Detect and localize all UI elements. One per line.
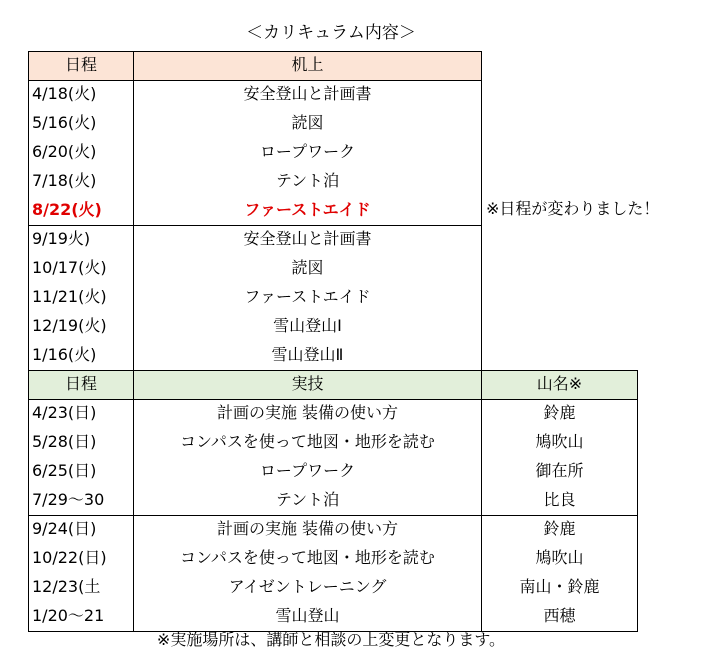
practice-row-task: アイゼントレーニング xyxy=(228,577,387,596)
table-border xyxy=(28,399,638,400)
desk-row-task: ファーストエイド xyxy=(244,200,371,219)
practice-header-mountain: 山名※ xyxy=(536,374,583,393)
desk-row-date: 5/16(火) xyxy=(32,113,97,132)
practice-row-date: 1/20〜21 xyxy=(32,606,105,625)
desk-row-task: ロープワーク xyxy=(259,142,356,161)
table-border xyxy=(133,370,134,631)
practice-row-task: コンパスを使って地図・地形を読む xyxy=(180,548,435,567)
practice-row-date: 9/24(日) xyxy=(32,519,97,538)
practice-row-mountain: 御在所 xyxy=(535,461,584,480)
practice-row-task: コンパスを使って地図・地形を読む xyxy=(180,432,435,451)
desk-row-date: 1/16(火) xyxy=(32,345,97,364)
desk-row-task: 安全登山と計画書 xyxy=(243,229,372,248)
desk-row-task: 雪山登山Ⅱ xyxy=(271,345,344,364)
desk-header-task: 机上 xyxy=(291,55,324,74)
desk-row-date: 11/21(火) xyxy=(32,287,107,306)
desk-row-date: 8/22(火) xyxy=(32,200,102,219)
footer-note: ※実施場所は、講師と相談の上変更となります。 xyxy=(156,630,506,649)
table-border xyxy=(28,225,482,226)
practice-row-mountain: 鈴鹿 xyxy=(543,403,576,422)
table-border xyxy=(28,370,638,371)
table-border xyxy=(481,51,482,370)
table-border xyxy=(481,370,482,631)
table-border xyxy=(637,370,638,632)
practice-row-date: 6/25(日) xyxy=(32,461,97,480)
practice-row-task: 雪山登山 xyxy=(275,606,340,625)
table-border xyxy=(28,515,638,516)
practice-row-task: 計画の実施 装備の使い方 xyxy=(216,403,399,422)
practice-row-task: 計画の実施 装備の使い方 xyxy=(216,519,399,538)
desk-row-task: ファーストエイド xyxy=(244,287,371,306)
desk-row-task: 安全登山と計画書 xyxy=(243,84,372,103)
desk-row-date: 10/17(火) xyxy=(32,258,107,277)
practice-row-mountain: 西穂 xyxy=(543,606,576,625)
change-note: ※日程が変わりました！ xyxy=(486,199,660,218)
practice-row-date: 7/29〜30 xyxy=(32,490,105,509)
table-border xyxy=(133,51,134,81)
desk-row-date: 9/19火) xyxy=(32,229,91,248)
practice-row-mountain: 鳩吹山 xyxy=(535,432,584,451)
desk-row-date: 4/18(火) xyxy=(32,84,97,103)
page-title: ＜カリキュラム内容＞ xyxy=(246,23,416,43)
desk-row-date: 12/19(火) xyxy=(32,316,107,335)
practice-row-mountain: 鳩吹山 xyxy=(535,548,584,567)
desk-row-task: 読図 xyxy=(291,113,324,132)
desk-row-task: テント泊 xyxy=(275,171,340,190)
desk-header-date: 日程 xyxy=(64,55,97,74)
practice-row-date: 4/23(日) xyxy=(32,403,97,422)
practice-row-date: 10/22(日) xyxy=(32,548,107,567)
table-border xyxy=(28,370,29,631)
practice-header-date: 日程 xyxy=(64,374,97,393)
desk-row-task: 雪山登山Ⅰ xyxy=(273,316,342,335)
desk-row-date: 7/18(火) xyxy=(32,171,97,190)
desk-row-date: 6/20(火) xyxy=(32,142,97,161)
practice-row-mountain: 比良 xyxy=(543,490,576,509)
table-border xyxy=(133,80,134,370)
table-border xyxy=(28,80,482,81)
desk-row-task: 読図 xyxy=(291,258,324,277)
practice-row-task: ロープワーク xyxy=(259,461,356,480)
practice-row-mountain: 南山・鈴鹿 xyxy=(519,577,600,596)
table-border xyxy=(28,51,482,52)
table-border xyxy=(28,51,29,370)
practice-row-date: 12/23(土 xyxy=(32,577,101,596)
practice-row-mountain: 鈴鹿 xyxy=(543,519,576,538)
practice-row-task: テント泊 xyxy=(275,490,340,509)
practice-row-date: 5/28(日) xyxy=(32,432,97,451)
practice-header-task: 実技 xyxy=(291,374,324,393)
